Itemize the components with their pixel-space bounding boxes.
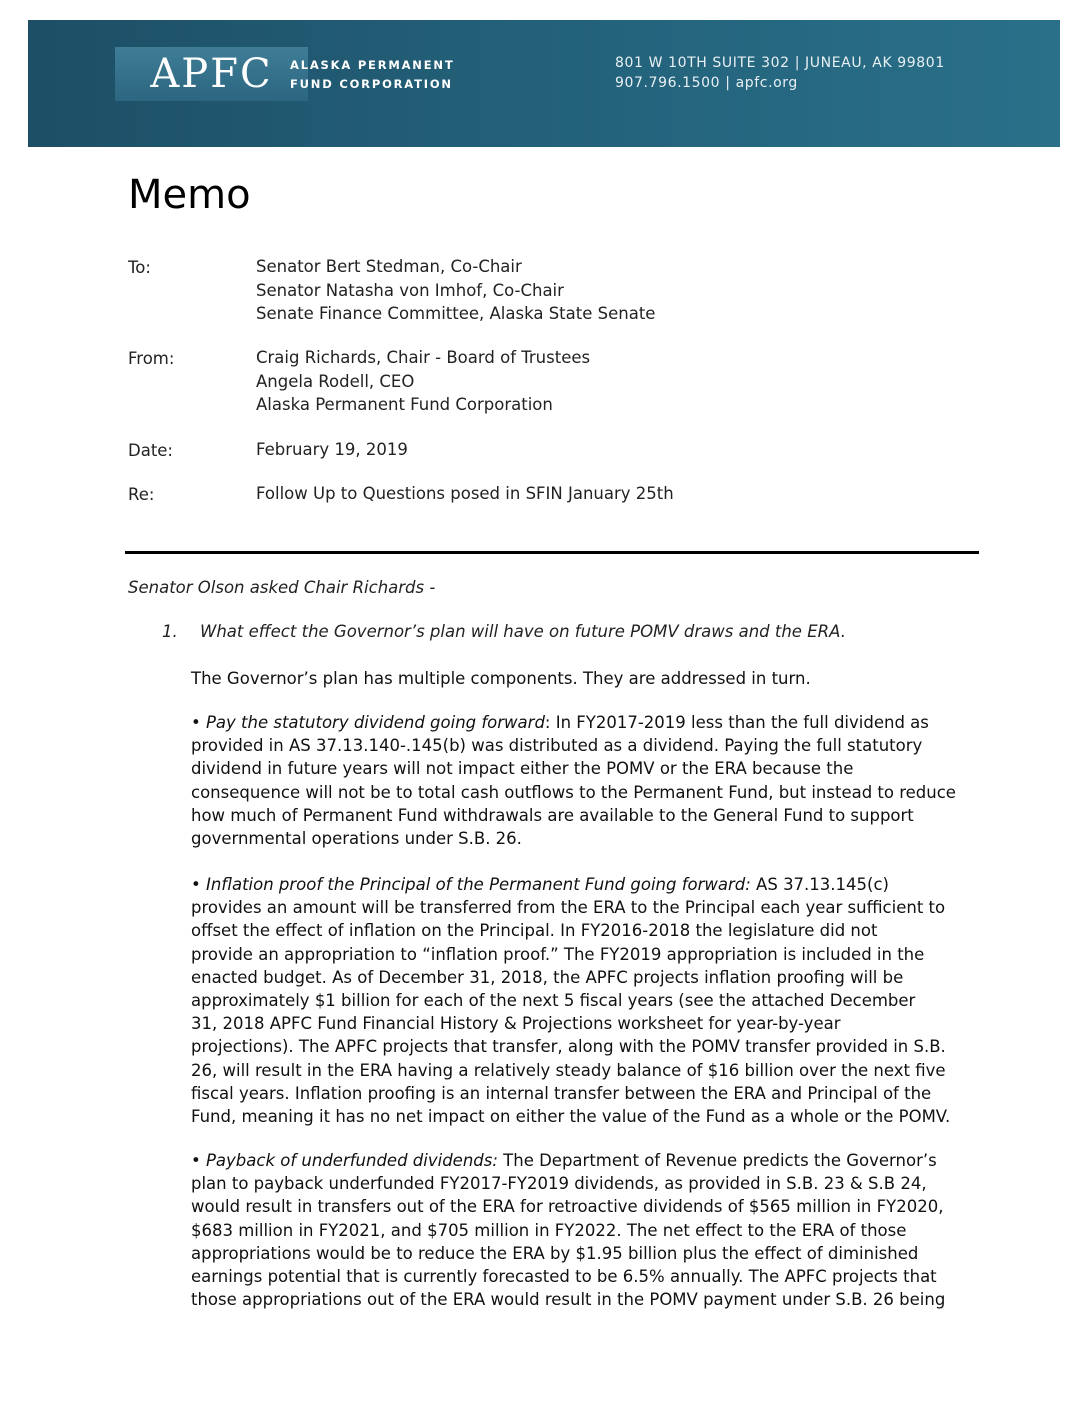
summary-paragraph: The Governor’s plan has multiple components. They are addressed in turn. xyxy=(191,669,811,688)
paragraph-line: would result in transfers out of the ERA for retroactive dividends of $565 million in FY2020, xyxy=(191,1197,944,1217)
paragraph-line: provided in AS 37.13.140-.145(b) was distributed as a dividend. Paying the full statutory xyxy=(191,736,923,756)
paragraph-line: offset the effect of inflation on the Principal. In FY2016-2018 the legislature did not xyxy=(191,921,878,941)
sender: Alaska Permanent Fund Corporation xyxy=(256,395,553,414)
paragraph-text: The Department of Revenue predicts the Governor’s xyxy=(497,1151,937,1170)
header-divider xyxy=(125,551,979,554)
to-label: To: xyxy=(128,258,151,277)
paragraph-statutory-dividend xyxy=(191,711,981,850)
paragraph-inflation-proof xyxy=(191,873,981,1128)
paragraph-line xyxy=(191,1149,981,1172)
organization-name xyxy=(290,56,454,94)
paragraph-line: 31, 2018 APFC Fund Financial History & Projections worksheet for year-by-year xyxy=(191,1014,841,1034)
recipient: Senator Bert Stedman, Co-Chair xyxy=(256,257,522,276)
paragraph-line: $683 million in FY2021, and $705 million in FY2022. The net effect to the ERA of those xyxy=(191,1220,907,1240)
paragraph-line: how much of Permanent Fund withdrawals are available to the General Fund to support xyxy=(191,805,914,825)
from-senders xyxy=(256,346,590,417)
question-text: What effect the Governor’s plan will have on future POMV draws and the ERA. xyxy=(200,622,846,641)
recipient: Senator Natasha von Imhof, Co-Chair xyxy=(256,280,564,300)
memo-subject: Follow Up to Questions posed in SFIN January 25th xyxy=(256,484,674,503)
paragraph-line xyxy=(191,711,981,734)
contact-info xyxy=(615,53,945,93)
paragraph-text: AS 37.13.145(c) xyxy=(750,875,889,894)
paragraph-lead: • Payback of underfunded dividends: xyxy=(191,1151,498,1170)
org-name-line-1: ALASKA PERMANENT xyxy=(290,58,455,72)
paragraph-line: consequence will not be to total cash outflows to the Permanent Fund, but instead to reduce xyxy=(191,782,956,802)
paragraph-line: plan to payback underfunded FY2017-FY2019 dividends, as provided in S.B. 23 & S.B 24, xyxy=(191,1174,927,1194)
paragraph-line: governmental operations under S.B. 26. xyxy=(191,829,522,849)
paragraph-lead: • Inflation proof the Principal of the Permanent Fund going forward: xyxy=(191,875,751,894)
paragraph-line: those appropriations out of the ERA would result in the POMV payment under S.B. 26 being xyxy=(191,1290,946,1310)
paragraph-line: enacted budget. As of December 31, 2018, the APFC projects inflation proofing will be xyxy=(191,967,904,987)
re-label: Re: xyxy=(128,485,155,504)
intro-line: Senator Olson asked Chair Richards - xyxy=(128,578,436,597)
phone-website: 907.796.1500 | apfc.org xyxy=(615,75,798,91)
paragraph-line: fiscal years. Inflation proofing is an internal transfer between the ERA and Principal of the xyxy=(191,1083,932,1103)
paragraph-line: 26, will result in the ERA having a relatively steady balance of $16 billion over the next five xyxy=(191,1060,946,1080)
paragraph-text: : In FY2017-2019 less than the full dividend as xyxy=(544,713,929,732)
paragraph-line: provide an appropriation to “inflation proof.” The FY2019 appropriation is included in the xyxy=(191,944,925,964)
paragraph-line: projections). The APFC projects that transfer, along with the POMV transfer provided in S.B. xyxy=(191,1037,946,1057)
address: 801 W 10TH SUITE 302 | JUNEAU, AK 99801 xyxy=(615,55,945,71)
memo-date: February 19, 2019 xyxy=(256,440,408,459)
date-label: Date: xyxy=(128,441,173,460)
paragraph-lead: • Pay the statutory dividend going forward xyxy=(191,713,545,732)
paragraph-line: appropriations would be to reduce the ERA by $1.95 billion plus the effect of diminished xyxy=(191,1243,919,1263)
paragraph-underfunded-dividends xyxy=(191,1149,981,1311)
paragraph-line: earnings potential that is currently forecasted to be 6.5% annually. The APFC projects that xyxy=(191,1267,937,1287)
paragraph-line: approximately $1 billion for each of the next 5 fiscal years (see the attached December xyxy=(191,991,916,1011)
memo-title: Memo xyxy=(128,172,251,218)
org-name-line-2: FUND CORPORATION xyxy=(290,77,453,91)
apfc-logo: APFC xyxy=(115,47,308,101)
paragraph-line xyxy=(191,873,981,896)
sender: Craig Richards, Chair - Board of Trustees xyxy=(256,348,591,367)
recipient: Senate Finance Committee, Alaska State Senate xyxy=(256,304,656,323)
question-number: 1. xyxy=(162,622,178,641)
paragraph-line: provides an amount will be transferred from the ERA to the Principal each year sufficient to xyxy=(191,898,946,918)
paragraph-line: dividend in future years will not impact either the POMV or the ERA because the xyxy=(191,759,854,779)
sender: Angela Rodell, CEO xyxy=(256,371,415,391)
to-recipients xyxy=(256,255,655,326)
paragraph-line: Fund, meaning it has no net impact on either the value of the Fund as a whole or the POMV. xyxy=(191,1107,951,1127)
from-label: From: xyxy=(128,349,175,368)
